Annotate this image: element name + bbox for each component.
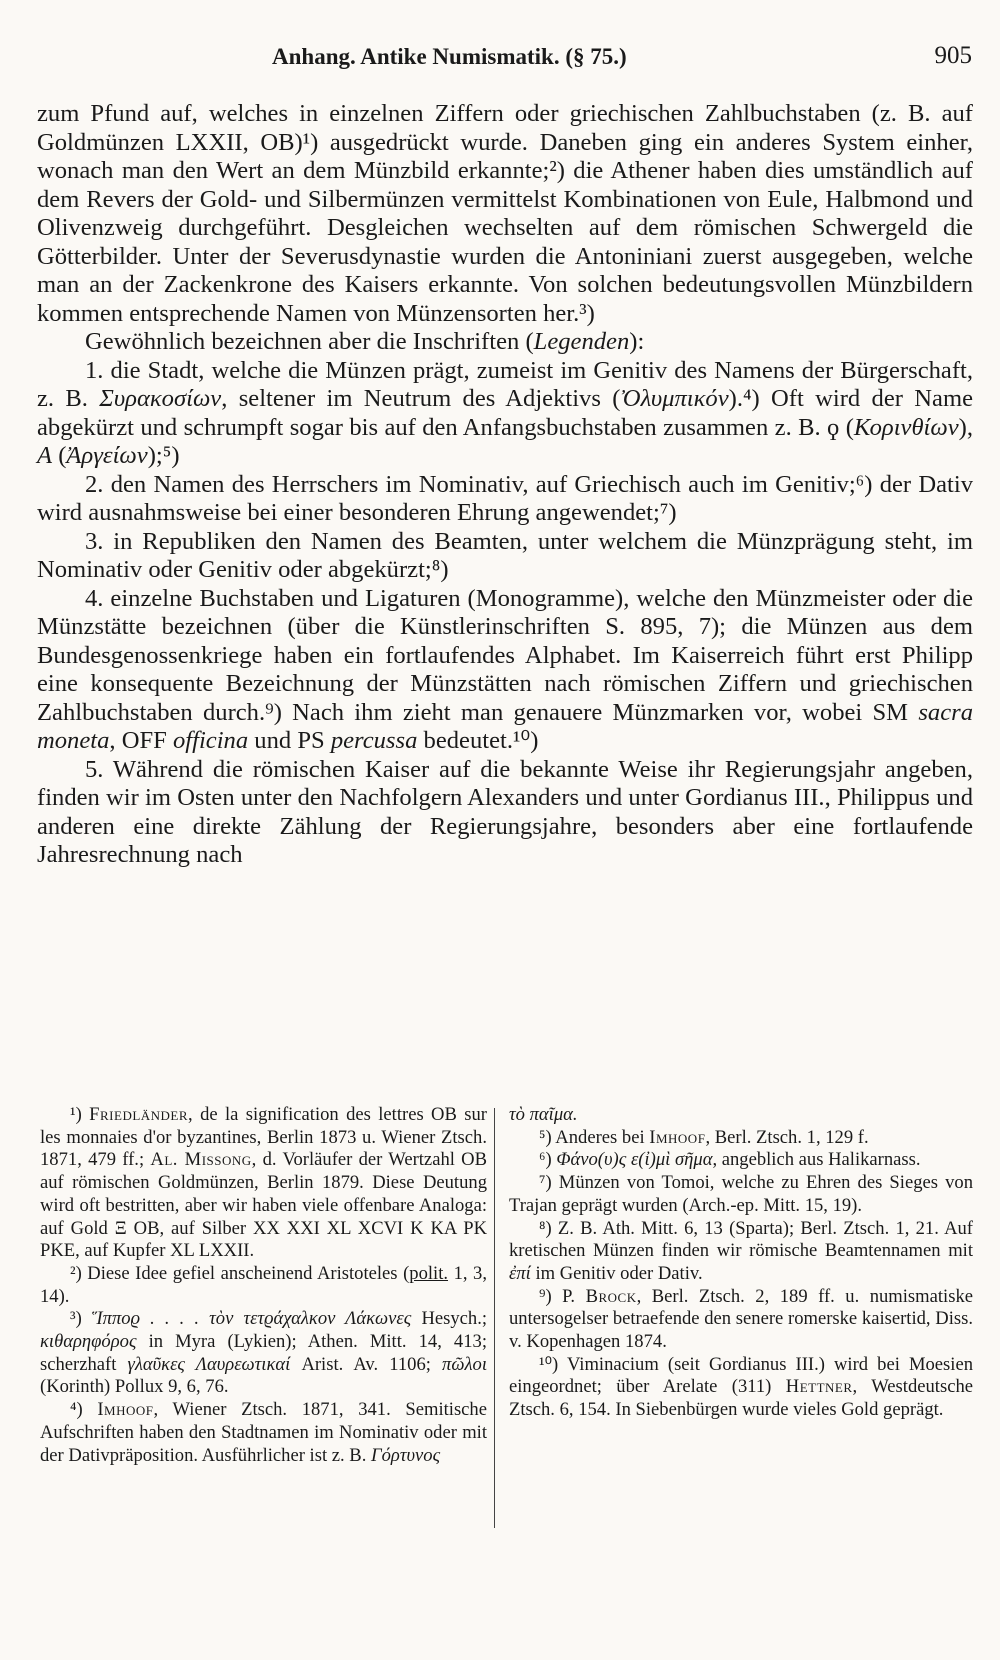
footnote-5: ⁵) Anderes bei Imhoof, Berl. Ztsch. 1, 129 f.	[539, 1126, 869, 1148]
author-name: Al. Missong	[150, 1149, 252, 1171]
page-number: 905	[934, 42, 972, 69]
footnote-7: ⁷) Münzen von Tomoi, welche zu Ehren des Sieges von Trajan geprägt wurden (Arch.-ep. Mitt. 15, 19).	[509, 1172, 973, 1216]
main-text	[37, 100, 973, 870]
footnote-4: ⁴) Imhoof, Wiener Ztsch. 1871, 341. Semitische Aufschriften haben den Stadtnamen im Nominativ oder mit der Dativpräposition. Ausführlicher ist z. B. Γόρτυνος	[40, 1399, 487, 1466]
greek-text: Κορινθίων	[853, 413, 959, 441]
greek-text: ε(ἰ)μὶ σῆμα	[630, 1149, 713, 1171]
greek-text: κιθαρηφόρος	[40, 1331, 137, 1353]
greek-text: τὸ παῖμα.	[509, 1104, 578, 1125]
footnotes-right-column	[509, 1104, 973, 1422]
author-name: Imhoof	[97, 1399, 154, 1421]
list-item-1: 1. die Stadt, welche die Münzen prägt, zumeist im Genitiv des Namens der Bürgerschaft, z. B. Συρακοσίων, seltener im Neutrum des Adjektivs (Ὀλυμπικόν).⁴) Oft wird der Name abgekürzt und schrumpft sogar bis auf den Anfangsbuchstaben zusammen z. B. ϙ (Κορινθίων), Α (Ἀργείων);⁵)	[37, 356, 973, 469]
greek-text: Ἵπποϱ . . . . τὸν τετϱάχαλκον Λάκωνες	[91, 1308, 412, 1330]
greek-text: πῶλοι	[442, 1353, 487, 1375]
footnote-1: ¹) Friedländer, de la signification des lettres OB sur les monnaies d'or byzantines, Berlin 1873 u. Wiener Ztsch. 1871, 479 ff.; Al. Missong, d. Vorläufer der Wertzahl OB auf römischen Goldmünzen, Berlin 1879. Diese Deutung wird oft bestritten, aber wir haben viele offenbare Analoga: auf Gold Ξ OB, auf Silber XX XXI XL XCVI K KA PK PKE, auf Kupfer XL LXXII.	[40, 1104, 487, 1262]
footnotes-left-column	[40, 1104, 487, 1467]
term: officina	[172, 727, 249, 754]
footnote-10: ¹⁰) Viminacium (seit Gordianus III.) wird bei Moesien eingeordnet; über Arelate (311) Hettner, Westdeutsche Ztsch. 6, 154. In Siebenbürgen wurde vieles Gold geprägt.	[509, 1353, 974, 1421]
greek-text: Α	[37, 442, 53, 469]
term-legenden: Legenden	[533, 328, 630, 355]
greek-text: Ὀλυμπικόν	[620, 385, 729, 412]
greek-text: ἐπί	[509, 1262, 531, 1284]
footnote-column-divider	[494, 1108, 495, 1528]
paragraph-legends: Gewöhnlich bezeichnen aber die Inschriften (Legenden):	[85, 328, 645, 355]
footnote-3: ³) Ἵπποϱ . . . . τὸν τετϱάχαλκον Λάκωνες Hesych.; κιθαρηφόρος in Myra (Lykien); Athen. Mitt. 14, 413; scherzhaft γλαῦκες Λαυρεωτικαί Arist. Av. 1106; πῶλοι (Korinth) Pollux 9, 6, 76.	[40, 1308, 488, 1398]
greek-text: Γόρτυνος	[371, 1444, 441, 1466]
footnote-4-continued	[509, 1104, 973, 1127]
term: sacra moneta	[37, 698, 973, 754]
paragraph-intro: zum Pfund auf, welches in einzelnen Ziffern oder griechischen Zahlbuchstaben (z. B. auf Goldmünzen LXXII, OB)¹) ausgedrückt wurde. Daneben ging ein anderes System einher, wonach man den Wert an dem Münzbild erkannte;²) die Athener haben dies umständlich auf dem Revers der Gold- und Silbermünzen vermittelst Kombinationen von Eule, Halbmond und Olivenzweig durchgeführt. Desgleichen wechselten auf dem römischen Schwergeld die Götterbilder. Unter der Severusdynastie wurden die Antoniniani zuerst ausgegeben, welche man an der Zackenkrone des Kaisers erkannte. Von solchen bedeutungsvollen Münzbildern kommen entsprechende Namen von Münzensorten her.³)	[37, 100, 973, 327]
footnote-8: ⁸) Z. B. Ath. Mitt. 6, 13 (Sparta); Berl. Ztsch. 1, 21. Auf kretischen Münzen finden wir römische Beamtennamen mit ἐπί im Genitiv oder Dativ.	[509, 1217, 973, 1284]
running-header	[272, 36, 972, 76]
footnote-2: ²) Diese Idee gefiel anscheinend Aristoteles (polit. 1, 3, 14).	[40, 1262, 487, 1307]
author-name: Brock	[585, 1285, 637, 1307]
author-name: Hettner	[785, 1376, 853, 1398]
footnote-6: ⁶) Φάνο(υ)ς ε(ἰ)μὶ σῆμα, angeblich aus Halikarnass.	[539, 1149, 921, 1171]
greek-text: Φάνο(υ)ς	[556, 1149, 627, 1171]
greek-text: γλαῦκες Λαυρεωτικαί	[127, 1353, 291, 1375]
author-name: Imhoof	[649, 1126, 706, 1148]
list-item-4: 4. einzelne Buchstaben und Ligaturen (Monogramme), welche den Münzmeister oder die Münzstätte bezeichnen (über die Künstlerinschriften S. 895, 7); die Münzen aus dem Bundesgenossenkriege haben ein fortlaufendes Alphabet. Im Kaiserreich führt erst Philipp eine konsequente Bezeichnung der Münzstätten nach römischen Ziffern und griechischen Zahlbuchstaben durch.⁹) Nach ihm zieht man genauere Münzmarken vor, wobei SM sacra moneta, OFF officina und PS percussa bedeutet.¹⁰)	[37, 584, 973, 754]
list-item-2: 2. den Namen des Herrschers im Nominativ, auf Griechisch auch im Genitiv;⁶) der Dativ wird ausnahmsweise bei einer besonderen Ehrung angewendet;⁷)	[37, 470, 973, 526]
footnote-9: ⁹) P. Brock, Berl. Ztsch. 2, 189 ff. u. numismatiske untersogelser betraefende den senere romerske kaisertid, Diss. v. Kopenhagen 1874.	[509, 1285, 973, 1353]
term: percussa	[330, 727, 418, 754]
greek-text: Συρακοσίων	[99, 385, 222, 412]
author-name: Friedländer	[89, 1104, 189, 1125]
list-item-5: 5. Während die römischen Kaiser auf die bekannte Weise ihr Regierungsjahr angeben, finden wir im Osten unter den Nachfolgern Alexanders und unter Gordianus III., Philippus und anderen eine direkte Zählung der Regierungsjahre, besonders aber eine fortlaufende Jahresrechnung nach	[37, 755, 973, 868]
running-title: Anhang. Antike Numismatik. (§ 75.)	[272, 44, 627, 69]
greek-text: Ἀργείων	[66, 442, 148, 469]
list-item-3: 3. in Republiken den Namen des Beamten, unter welchem die Münzprägung steht, im Nominativ oder Genitiv oder abgekürzt;⁸)	[37, 527, 973, 583]
